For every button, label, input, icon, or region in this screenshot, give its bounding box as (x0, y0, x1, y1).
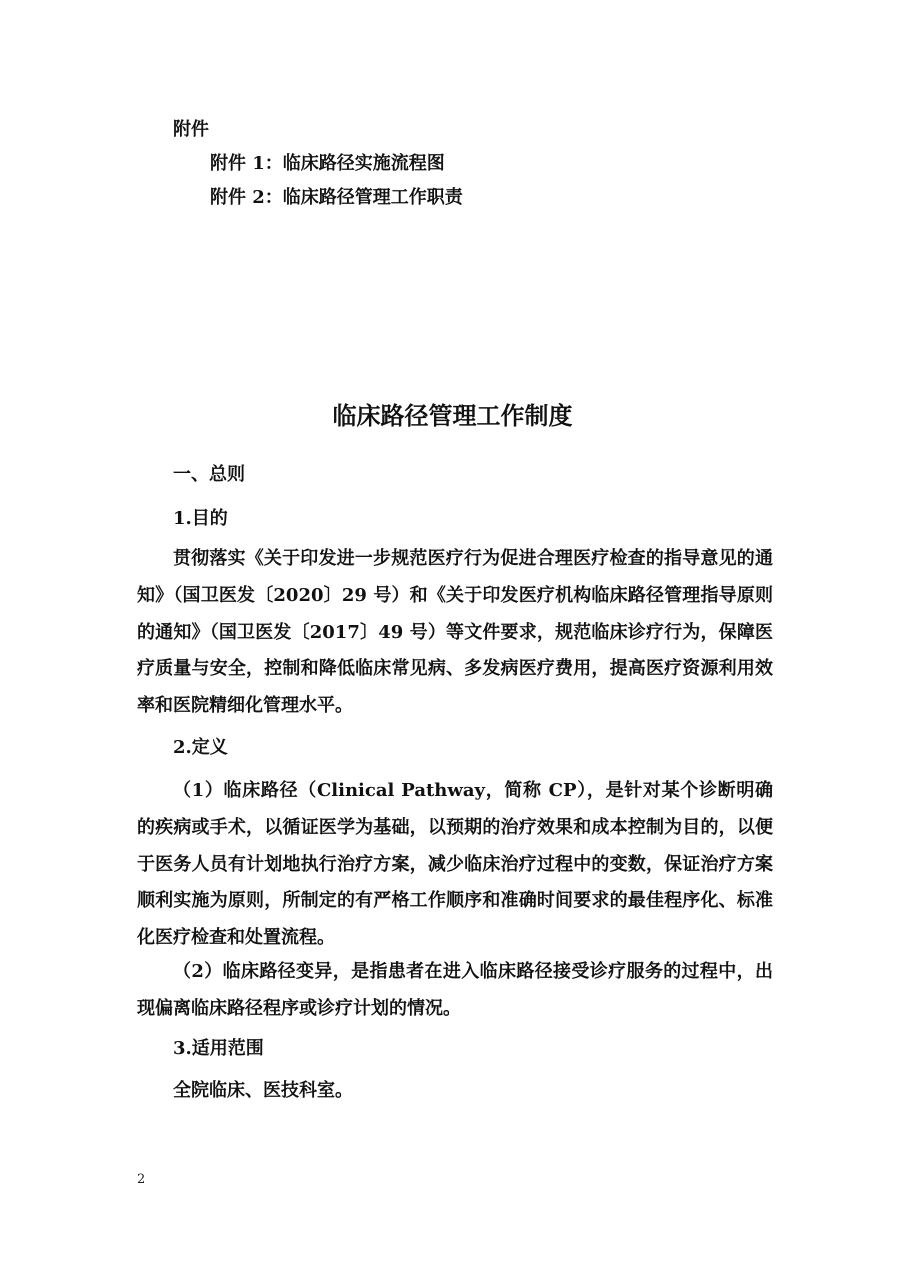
paragraph-purpose: 贯彻落实《关于印发进一步规范医疗行为促进合理医疗检查的指导意见的通知》（国卫医发〔2020〕29 号）和《关于印发医疗机构临床路径管理指导原则的通知》（国卫医发〔2017〕49 号）等文件要求，规范临床诊疗行为，保障医疗质量与安全，控制和降低临床常见病、多发病医疗费用，提高医疗资源利用效率和医院精细化管理水平。 (137, 548, 773, 717)
document-title: 临床路径管理工作制度 (332, 401, 573, 430)
paragraph-definition-2: （2）临床路径变异，是指患者在进入临床路径接受诊疗服务的过程中，出现偏离临床路径程序或诊疗计划的情况。 (137, 961, 773, 1019)
attachments-heading: 附件 (173, 119, 209, 140)
paragraph-definition-1: （1）临床路径（Clinical Pathway，简称 CP），是针对某个诊断明确的疾病或手术，以循证医学为基础，以预期的治疗效果和成本控制为目的，以便于医务人员有计划地执行治疗方案，减少临床治疗过程中的变数，保证治疗方案顺利实施为原则，所制定的有严格工作顺序和准确时间要求的最佳程序化、标准化医疗检查和处置流程。 (137, 780, 773, 949)
section-heading-general: 一、总则 (173, 464, 245, 485)
subheading-purpose: 1.目的 (173, 508, 228, 529)
attachment-item-1: 附件 1：临床路径实施流程图 (210, 153, 445, 174)
subheading-scope: 3.适用范围 (173, 1038, 264, 1059)
page-number: 2 (137, 1172, 146, 1187)
subheading-definition: 2.定义 (173, 737, 228, 758)
attachment-item-2: 附件 2：临床路径管理工作职责 (210, 187, 463, 208)
paragraph-scope: 全院临床、医技科室。 (173, 1080, 353, 1101)
